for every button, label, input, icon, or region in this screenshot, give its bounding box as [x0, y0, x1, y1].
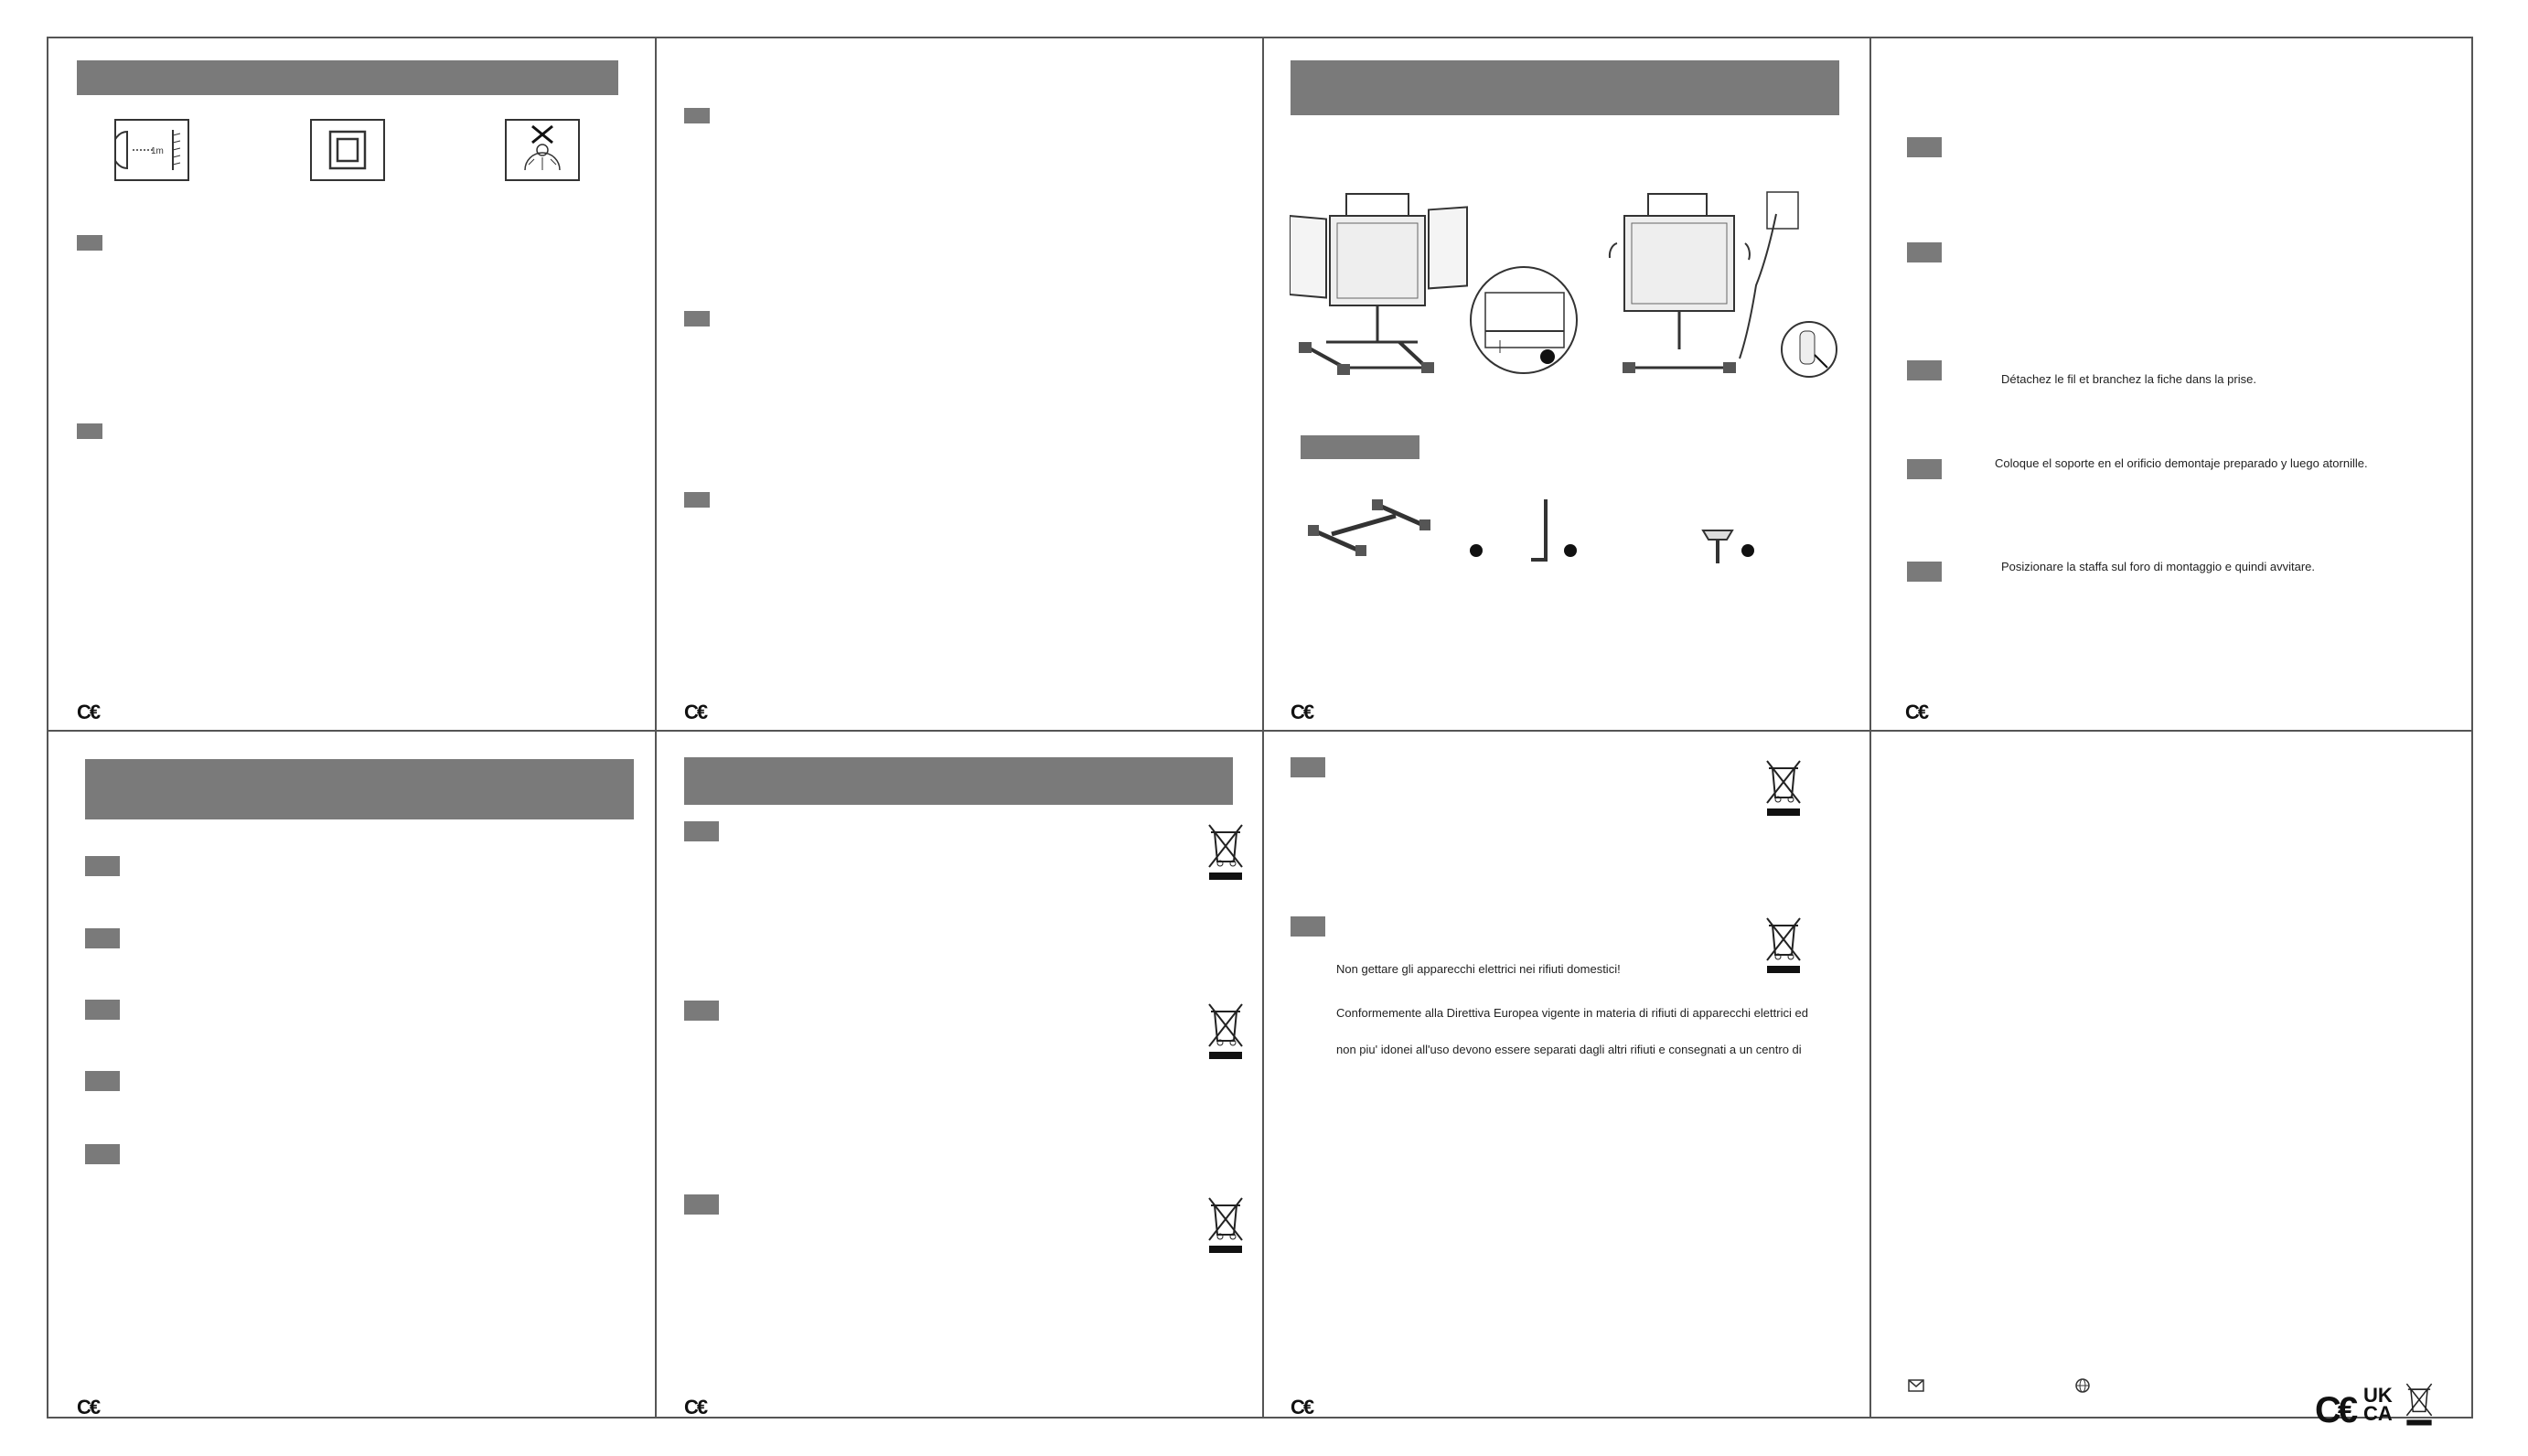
assembly-instruction-fr: Détachez le fil et branchez la fiche dans la prise.: [2001, 372, 2256, 386]
language-tag: [1907, 562, 1942, 582]
language-tag: [684, 108, 710, 123]
section-header-bar: [77, 60, 618, 95]
section-header-bar: [85, 759, 634, 819]
panel-text-2: [657, 38, 1262, 730]
language-tag: [1907, 459, 1942, 479]
panel-text-5: [48, 732, 655, 1419]
section-header-bar: [1291, 60, 1839, 115]
language-tag: [684, 492, 710, 508]
language-tag: [684, 821, 719, 841]
stand-base-part-icon: [1304, 487, 1460, 560]
language-tag: [684, 311, 710, 327]
language-tag: [684, 1194, 719, 1215]
assembly-instruction-es: Coloque el soporte en el orificio demontaje preparado y luego atornille.: [1995, 456, 2368, 470]
part-number-dot: [1470, 544, 1483, 557]
language-tag: [1907, 242, 1942, 262]
distance-1m-icon: [114, 119, 189, 181]
language-tag: [77, 423, 102, 439]
manual-sheet: [47, 37, 2473, 1430]
mail-icon: [1908, 1379, 1924, 1392]
language-tag: [85, 1000, 120, 1020]
disposal-text-it-line2: Conformemente alla Direttiva Europea vigente in materia di rifiuti di apparecchi elettrici ed: [1336, 1006, 1808, 1020]
language-tag: [85, 1144, 120, 1164]
weee-bin-icon: [1763, 757, 1804, 818]
part-number-dot: [1564, 544, 1577, 557]
assembly-instruction-it: Posizionare la staffa sul foro di montaggio e quindi avvitare.: [2001, 560, 2316, 573]
panel-disposal: [657, 732, 1262, 1419]
hex-key-part-icon: [1526, 496, 1562, 569]
language-tag: [684, 1001, 719, 1021]
panel-back-cover: [1871, 732, 2475, 1430]
weee-bin-icon: [1205, 1001, 1246, 1061]
language-tag: [1291, 916, 1325, 937]
language-tag: [1291, 757, 1325, 777]
disposal-text-it-line3: non piu' idonei all'uso devono essere separati dagli altri rifiuti e consegnati a un centro di: [1336, 1043, 1802, 1056]
parts-list-header: [1301, 435, 1419, 459]
weee-bin-icon: [1763, 915, 1804, 975]
disposal-text-it-line1: Non gettare gli apparecchi elettrici nei rifiuti domestici!: [1336, 962, 1621, 976]
part-number-dot: [1741, 544, 1754, 557]
weee-bin-icon: [2404, 1381, 2435, 1427]
globe-icon: [2074, 1377, 2091, 1394]
no-staring-at-light-icon: [505, 119, 580, 181]
ukca-mark: UK CA: [2363, 1384, 2393, 1425]
panel-disposal-2: [1264, 732, 1869, 1419]
ce-mark: C€: [1905, 701, 1928, 723]
panel-assembly: [1264, 38, 1869, 730]
language-tag: [1907, 137, 1942, 157]
ce-mark: C€: [1291, 701, 1313, 723]
language-tag: [85, 856, 120, 876]
ce-mark-large: C€: [2315, 1390, 2355, 1430]
work-light-folding-diagram: [1290, 185, 1591, 395]
panel-text-4: [1871, 38, 2475, 730]
weee-bin-icon: [1205, 821, 1246, 882]
distance-label: 1m: [151, 146, 164, 156]
ce-mark: C€: [77, 701, 100, 723]
work-light-plug-diagram: [1602, 185, 1849, 395]
ce-mark: C€: [1291, 1396, 1313, 1419]
language-tag: [85, 928, 120, 948]
screw-knob-part-icon: [1699, 523, 1736, 569]
double-insulation-icon: [310, 119, 385, 181]
language-tag: [85, 1071, 120, 1091]
ce-mark: C€: [77, 1396, 100, 1419]
language-tag: [77, 235, 102, 251]
weee-bin-icon: [1205, 1194, 1246, 1255]
ce-mark: C€: [684, 701, 707, 723]
section-header-bar: [684, 757, 1233, 805]
language-tag: [1907, 360, 1942, 380]
panel-safety: [48, 38, 655, 730]
ce-mark: C€: [684, 1396, 707, 1419]
